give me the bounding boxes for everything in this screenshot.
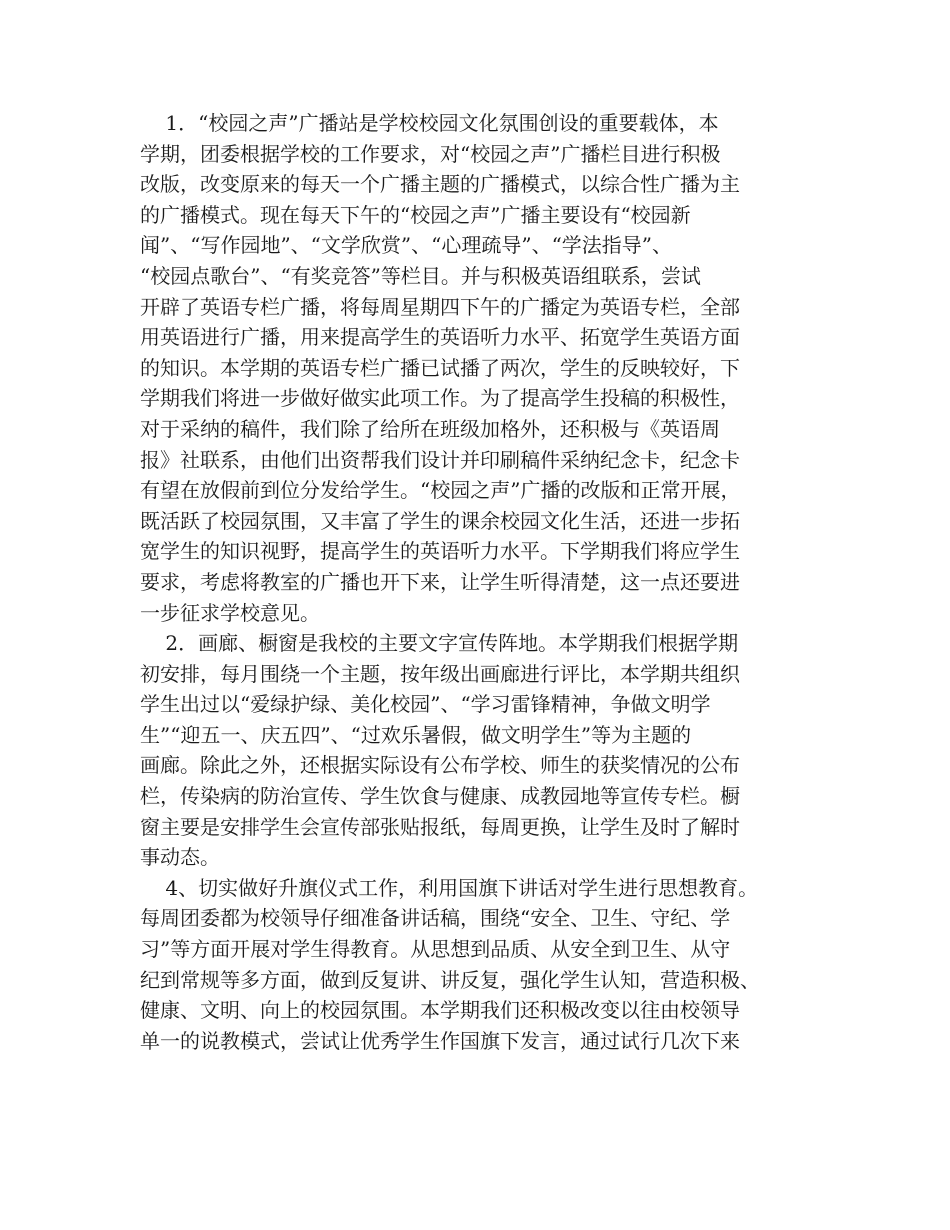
text-line: 有望在放假前到位分发给学生。“校园之声”广播的改版和正常开展， — [140, 478, 741, 503]
text-line: 学生出过以“爱绿护绿、美化校园”、“学习雷锋精神，争做文明学 — [140, 692, 711, 717]
text-line: 要求，考虑将教室的广播也开下来，让学生听得清楚，这一点还要进 — [140, 569, 740, 594]
paragraph-item-2 — [140, 628, 830, 873]
text-line: 学期，团委根据学校的工作要求，对“校园之声”广播栏目进行积极 — [140, 141, 721, 166]
text-line: 4、切实做好升旗仪式工作，利用国旗下讲话对学生进行思想教育。 — [140, 875, 759, 900]
text-line: 单一的说教模式，尝试让优秀学生作国旗下发言，通过试行几次下来 — [140, 1028, 740, 1053]
text-line: 宽学生的知识视野，提高学生的英语听力水平。下学期我们将应学生 — [140, 539, 740, 564]
text-line: 报》社联系，由他们出资帮我们设计并印刷稿件采纳纪念卡，纪念卡 — [140, 447, 740, 472]
text-line: 改版，改变原来的每天一个广播主题的广播模式，以综合性广播为主 — [140, 172, 740, 197]
text-line: 窗主要是安排学生会宣传部张贴报纸，每周更换，让学生及时了解时 — [140, 814, 740, 839]
text-line: 的广播模式。现在每天下午的“校园之声”广播主要设有“校园新 — [140, 202, 691, 227]
text-line: 2．画廊、橱窗是我校的主要文字宣传阵地。本学期我们根据学期 — [140, 631, 739, 656]
text-line: 对于采纳的稿件，我们除了给所在班级加格外，还积极与《英语周 — [140, 416, 720, 441]
text-line: 初安排，每月围绕一个主题，按年级出画廊进行评比，本学期共组织 — [140, 661, 740, 686]
text-line: 既活跃了校园氛围，又丰富了学生的课余校园文化生活，还进一步拓 — [140, 508, 740, 533]
text-line: 闻”、“写作园地”、“文学欣赏”、“心理疏导”、“学法指导”、 — [140, 233, 673, 258]
text-line: 习”等方面开展对学生得教育。从思想到品质、从安全到卫生、从守 — [140, 937, 731, 962]
text-line: 纪到常规等多方面，做到反复讲、讲反复，强化学生认知，营造积极、 — [140, 967, 760, 992]
paragraph-item-4 — [140, 873, 830, 1057]
text-line: 画廊。除此之外，还根据实际设有公布学校、师生的获奖情况的公布 — [140, 753, 740, 778]
text-line: 健康、文明、向上的校园氛围。本学期我们还积极改变以往由校领导 — [140, 998, 740, 1023]
document-body — [140, 108, 830, 1056]
text-line: 的知识。本学期的英语专栏广播已试播了两次，学生的反映较好，下 — [140, 355, 740, 380]
text-line: 每周团委都为校领导仔细准备讲话稿，围绕“安全、卫生、守纪、学 — [140, 906, 731, 931]
text-line: 学期我们将进一步做好做实此项工作。为了提高学生投稿的积极性， — [140, 386, 740, 411]
paragraph-item-1 — [140, 108, 830, 628]
text-line: 一步征求学校意见。 — [140, 600, 320, 625]
text-line: 开辟了英语专栏广播，将每周星期四下午的广播定为英语专栏，全部 — [140, 294, 740, 319]
text-line: 栏，传染病的防治宣传、学生饮食与健康、成教园地等宣传专栏。橱 — [140, 784, 740, 809]
text-line: 生”“迎五一、庆五四”、“过欢乐暑假，做文明学生”等为主题的 — [140, 722, 692, 747]
text-line: 用英语进行广播，用来提高学生的英语听力水平、拓宽学生英语方面 — [140, 325, 740, 350]
text-line: “校园点歌台”、“有奖竞答”等栏目。并与积极英语组联系，尝试 — [140, 263, 701, 288]
text-line: 事动态。 — [140, 845, 220, 870]
text-line: 1．“校园之声”广播站是学校校园文化氛围创设的重要载体，本 — [140, 111, 719, 135]
